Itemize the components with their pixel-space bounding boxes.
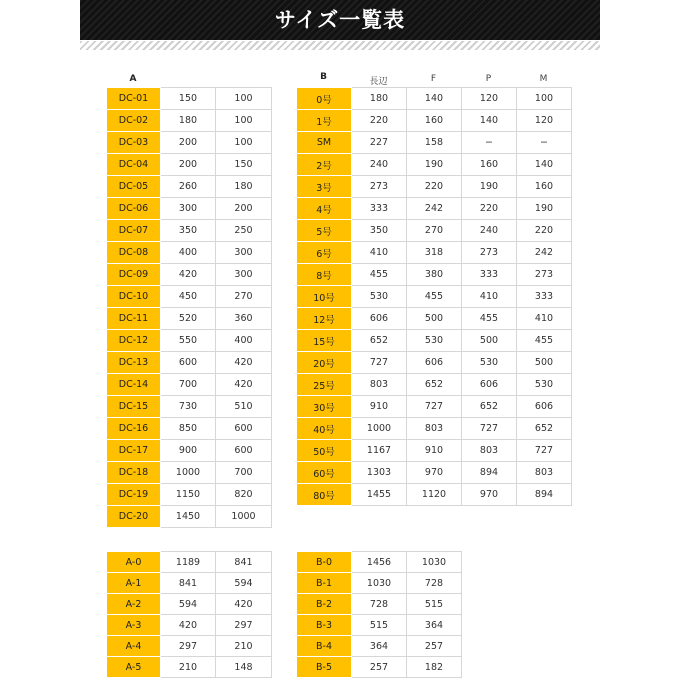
- size-label-cell: 12号: [297, 308, 352, 330]
- size-value-cell: 510: [216, 396, 272, 418]
- size-label-cell: 50号: [297, 440, 352, 462]
- size-value-cell: 1455: [352, 484, 407, 506]
- table-row: [107, 374, 272, 396]
- table-row: [107, 176, 272, 198]
- size-value-cell: 1120: [407, 484, 462, 506]
- table-row: [107, 198, 272, 220]
- table-row: [107, 418, 272, 440]
- size-value-cell: 550: [161, 330, 216, 352]
- size-value-cell: 420: [161, 264, 216, 286]
- size-label-cell: 30号: [297, 396, 352, 418]
- size-value-cell: 410: [352, 242, 407, 264]
- size-value-cell: 420: [161, 615, 216, 636]
- size-value-cell: 727: [352, 352, 407, 374]
- table-row: [107, 552, 272, 573]
- size-value-cell: 1000: [352, 418, 407, 440]
- size-value-cell: 200: [216, 198, 272, 220]
- size-value-cell: 160: [517, 176, 572, 198]
- size-value-cell: 148: [216, 657, 272, 678]
- size-label-cell: DC-05: [107, 176, 161, 198]
- table-row: [297, 484, 572, 506]
- size-label-cell: A-5: [107, 657, 161, 678]
- table-row: [297, 330, 572, 352]
- size-value-cell: 350: [161, 220, 216, 242]
- size-value-cell: 1000: [161, 462, 216, 484]
- size-value-cell: 652: [407, 374, 462, 396]
- size-value-cell: 894: [462, 462, 517, 484]
- size-value-cell: 250: [216, 220, 272, 242]
- table-row: [107, 88, 272, 110]
- size-value-cell: 180: [216, 176, 272, 198]
- size-label-cell: 15号: [297, 330, 352, 352]
- size-value-cell: 220: [407, 176, 462, 198]
- table-row: [297, 110, 572, 132]
- table-b-header-p: P: [485, 74, 492, 84]
- size-label-cell: DC-13: [107, 352, 161, 374]
- size-value-cell: 500: [462, 330, 517, 352]
- size-value-cell: 420: [216, 594, 272, 615]
- size-value-cell: 500: [407, 308, 462, 330]
- size-value-cell: 841: [216, 552, 272, 573]
- size-value-cell: 420: [216, 374, 272, 396]
- table-row: [107, 594, 272, 615]
- size-value-cell: 450: [161, 286, 216, 308]
- size-label-cell: B-2: [297, 594, 352, 615]
- size-value-cell: 530: [462, 352, 517, 374]
- size-label-cell: SM: [297, 132, 352, 154]
- table-row: [107, 462, 272, 484]
- size-value-cell: 1150: [161, 484, 216, 506]
- table-a-paper: [106, 551, 272, 678]
- size-value-cell: 200: [161, 132, 216, 154]
- size-value-cell: 120: [462, 88, 517, 110]
- size-value-cell: 652: [352, 330, 407, 352]
- size-value-cell: −: [462, 132, 517, 154]
- size-value-cell: 360: [216, 308, 272, 330]
- size-value-cell: 227: [352, 132, 407, 154]
- size-value-cell: 297: [216, 615, 272, 636]
- size-value-cell: 240: [352, 154, 407, 176]
- size-label-cell: 3号: [297, 176, 352, 198]
- table-row: [297, 198, 572, 220]
- size-value-cell: 242: [517, 242, 572, 264]
- size-value-cell: 160: [462, 154, 517, 176]
- table-row: [297, 132, 572, 154]
- size-label-cell: 60号: [297, 462, 352, 484]
- size-value-cell: 520: [161, 308, 216, 330]
- size-label-cell: DC-12: [107, 330, 161, 352]
- size-value-cell: 180: [161, 110, 216, 132]
- size-value-cell: 803: [352, 374, 407, 396]
- size-value-cell: 455: [462, 308, 517, 330]
- table-a-header: A: [129, 74, 137, 84]
- size-value-cell: 270: [407, 220, 462, 242]
- table-row: [297, 154, 572, 176]
- size-label-cell: A-1: [107, 573, 161, 594]
- table-row: [297, 220, 572, 242]
- size-value-cell: 700: [161, 374, 216, 396]
- size-value-cell: 970: [407, 462, 462, 484]
- table-row: [297, 88, 572, 110]
- size-label-cell: 1号: [297, 110, 352, 132]
- size-value-cell: 455: [517, 330, 572, 352]
- size-value-cell: 594: [216, 573, 272, 594]
- size-label-cell: B-5: [297, 657, 352, 678]
- table-row: [107, 573, 272, 594]
- size-label-cell: DC-09: [107, 264, 161, 286]
- table-row: [107, 636, 272, 657]
- size-value-cell: 606: [407, 352, 462, 374]
- table-row: [297, 242, 572, 264]
- size-value-cell: 364: [352, 636, 407, 657]
- size-value-cell: 210: [161, 657, 216, 678]
- size-value-cell: 257: [407, 636, 462, 657]
- size-value-cell: 210: [216, 636, 272, 657]
- table-row: [107, 264, 272, 286]
- size-value-cell: 180: [352, 88, 407, 110]
- size-value-cell: 257: [352, 657, 407, 678]
- size-value-cell: 220: [462, 198, 517, 220]
- size-label-cell: DC-04: [107, 154, 161, 176]
- size-value-cell: 160: [407, 110, 462, 132]
- size-value-cell: 220: [352, 110, 407, 132]
- size-value-cell: 500: [517, 352, 572, 374]
- size-value-cell: 333: [517, 286, 572, 308]
- table-row: [297, 286, 572, 308]
- size-value-cell: 242: [407, 198, 462, 220]
- size-value-cell: 730: [161, 396, 216, 418]
- size-value-cell: 182: [407, 657, 462, 678]
- size-value-cell: 140: [517, 154, 572, 176]
- size-value-cell: 100: [216, 88, 272, 110]
- table-a: [106, 87, 272, 528]
- size-label-cell: DC-16: [107, 418, 161, 440]
- table-b-header-m: M: [539, 74, 548, 84]
- size-label-cell: DC-02: [107, 110, 161, 132]
- size-value-cell: 150: [216, 154, 272, 176]
- size-value-cell: 606: [352, 308, 407, 330]
- size-value-cell: 600: [216, 440, 272, 462]
- size-value-cell: −: [517, 132, 572, 154]
- size-label-cell: A-4: [107, 636, 161, 657]
- table-row: [297, 374, 572, 396]
- table-row: [297, 552, 462, 573]
- table-row: [107, 308, 272, 330]
- size-label-cell: DC-06: [107, 198, 161, 220]
- size-value-cell: 297: [161, 636, 216, 657]
- size-value-cell: 300: [216, 264, 272, 286]
- table-row: [107, 506, 272, 528]
- size-value-cell: 100: [216, 132, 272, 154]
- size-value-cell: 728: [352, 594, 407, 615]
- table-row: [107, 484, 272, 506]
- size-value-cell: 333: [462, 264, 517, 286]
- size-value-cell: 515: [352, 615, 407, 636]
- table-row: [297, 418, 572, 440]
- size-label-cell: 10号: [297, 286, 352, 308]
- size-label-cell: B-1: [297, 573, 352, 594]
- table-row: [297, 396, 572, 418]
- table-row: [107, 330, 272, 352]
- table-row: [107, 440, 272, 462]
- size-value-cell: 273: [352, 176, 407, 198]
- size-value-cell: 530: [352, 286, 407, 308]
- size-value-cell: 410: [462, 286, 517, 308]
- size-value-cell: 200: [161, 154, 216, 176]
- size-value-cell: 140: [462, 110, 517, 132]
- size-value-cell: 515: [407, 594, 462, 615]
- size-value-cell: 727: [517, 440, 572, 462]
- size-label-cell: DC-17: [107, 440, 161, 462]
- size-label-cell: 40号: [297, 418, 352, 440]
- size-value-cell: 400: [161, 242, 216, 264]
- table-row: [297, 462, 572, 484]
- size-value-cell: 803: [517, 462, 572, 484]
- size-label-cell: B-3: [297, 615, 352, 636]
- table-b: [296, 87, 572, 506]
- size-label-cell: 2号: [297, 154, 352, 176]
- size-value-cell: 150: [161, 88, 216, 110]
- table-row: [107, 242, 272, 264]
- size-label-cell: DC-01: [107, 88, 161, 110]
- size-value-cell: 606: [517, 396, 572, 418]
- size-value-cell: 600: [216, 418, 272, 440]
- size-value-cell: 700: [216, 462, 272, 484]
- page-title: サイズ一覧表: [274, 8, 406, 32]
- size-value-cell: 100: [216, 110, 272, 132]
- size-value-cell: 1030: [352, 573, 407, 594]
- size-value-cell: 850: [161, 418, 216, 440]
- size-label-cell: DC-20: [107, 506, 161, 528]
- table-row: [297, 264, 572, 286]
- size-label-cell: 6号: [297, 242, 352, 264]
- size-value-cell: 970: [462, 484, 517, 506]
- table-row: [107, 615, 272, 636]
- size-label-cell: B-4: [297, 636, 352, 657]
- table-row: [107, 220, 272, 242]
- size-value-cell: 240: [462, 220, 517, 242]
- size-value-cell: 300: [161, 198, 216, 220]
- size-value-cell: 190: [407, 154, 462, 176]
- size-value-cell: 803: [407, 418, 462, 440]
- table-row: [297, 573, 462, 594]
- size-value-cell: 652: [517, 418, 572, 440]
- size-value-cell: 530: [517, 374, 572, 396]
- size-value-cell: 270: [216, 286, 272, 308]
- size-label-cell: 5号: [297, 220, 352, 242]
- size-value-cell: 900: [161, 440, 216, 462]
- size-value-cell: 910: [352, 396, 407, 418]
- table-b-paper: [296, 551, 462, 678]
- size-label-cell: DC-07: [107, 220, 161, 242]
- size-value-cell: 600: [161, 352, 216, 374]
- size-label-cell: B-0: [297, 552, 352, 573]
- size-value-cell: 273: [462, 242, 517, 264]
- size-value-cell: 400: [216, 330, 272, 352]
- size-label-cell: 80号: [297, 484, 352, 506]
- size-value-cell: 100: [517, 88, 572, 110]
- size-label-cell: DC-08: [107, 242, 161, 264]
- size-value-cell: 190: [462, 176, 517, 198]
- size-label-cell: 0号: [297, 88, 352, 110]
- table-row: [107, 657, 272, 678]
- size-value-cell: 894: [517, 484, 572, 506]
- size-value-cell: 1167: [352, 440, 407, 462]
- size-value-cell: 140: [407, 88, 462, 110]
- size-value-cell: 727: [407, 396, 462, 418]
- size-label-cell: DC-10: [107, 286, 161, 308]
- size-value-cell: 728: [407, 573, 462, 594]
- size-value-cell: 300: [216, 242, 272, 264]
- size-value-cell: 410: [517, 308, 572, 330]
- size-value-cell: 1456: [352, 552, 407, 573]
- size-value-cell: 606: [462, 374, 517, 396]
- size-value-cell: 1030: [407, 552, 462, 573]
- size-value-cell: 273: [517, 264, 572, 286]
- table-row: [297, 308, 572, 330]
- table-row: [107, 352, 272, 374]
- size-label-cell: DC-18: [107, 462, 161, 484]
- table-row: [297, 440, 572, 462]
- table-row: [297, 594, 462, 615]
- table-row: [107, 110, 272, 132]
- size-value-cell: 380: [407, 264, 462, 286]
- size-label-cell: 8号: [297, 264, 352, 286]
- size-label-cell: A-0: [107, 552, 161, 573]
- table-b-header-long-side: 長辺: [369, 77, 388, 87]
- size-value-cell: 1000: [216, 506, 272, 528]
- size-label-cell: 4号: [297, 198, 352, 220]
- size-value-cell: 364: [407, 615, 462, 636]
- size-label-cell: DC-11: [107, 308, 161, 330]
- decorative-stripe: [80, 41, 600, 50]
- size-value-cell: 350: [352, 220, 407, 242]
- table-row: [107, 286, 272, 308]
- size-value-cell: 260: [161, 176, 216, 198]
- size-label-cell: DC-15: [107, 396, 161, 418]
- size-label-cell: 25号: [297, 374, 352, 396]
- size-label-cell: A-3: [107, 615, 161, 636]
- size-value-cell: 1189: [161, 552, 216, 573]
- table-b-header-b: B: [320, 72, 327, 82]
- size-value-cell: 158: [407, 132, 462, 154]
- size-label-cell: 20号: [297, 352, 352, 374]
- size-value-cell: 803: [462, 440, 517, 462]
- size-value-cell: 910: [407, 440, 462, 462]
- size-value-cell: 530: [407, 330, 462, 352]
- table-row: [297, 636, 462, 657]
- size-value-cell: 120: [517, 110, 572, 132]
- size-value-cell: 190: [517, 198, 572, 220]
- size-value-cell: 652: [462, 396, 517, 418]
- table-row: [107, 154, 272, 176]
- table-row: [107, 396, 272, 418]
- size-value-cell: 333: [352, 198, 407, 220]
- size-label-cell: DC-19: [107, 484, 161, 506]
- size-value-cell: 318: [407, 242, 462, 264]
- size-value-cell: 220: [517, 220, 572, 242]
- table-b-header-f: F: [430, 74, 437, 84]
- table-row: [297, 352, 572, 374]
- size-value-cell: 455: [352, 264, 407, 286]
- size-value-cell: 455: [407, 286, 462, 308]
- size-label-cell: DC-14: [107, 374, 161, 396]
- size-value-cell: 820: [216, 484, 272, 506]
- size-value-cell: 841: [161, 573, 216, 594]
- size-value-cell: 1450: [161, 506, 216, 528]
- size-value-cell: 420: [216, 352, 272, 374]
- table-row: [107, 132, 272, 154]
- table-row: [297, 176, 572, 198]
- title-banner: [80, 0, 600, 40]
- size-label-cell: A-2: [107, 594, 161, 615]
- size-value-cell: 727: [462, 418, 517, 440]
- size-label-cell: DC-03: [107, 132, 161, 154]
- table-row: [297, 657, 462, 678]
- size-value-cell: 594: [161, 594, 216, 615]
- size-value-cell: 1303: [352, 462, 407, 484]
- table-row: [297, 615, 462, 636]
